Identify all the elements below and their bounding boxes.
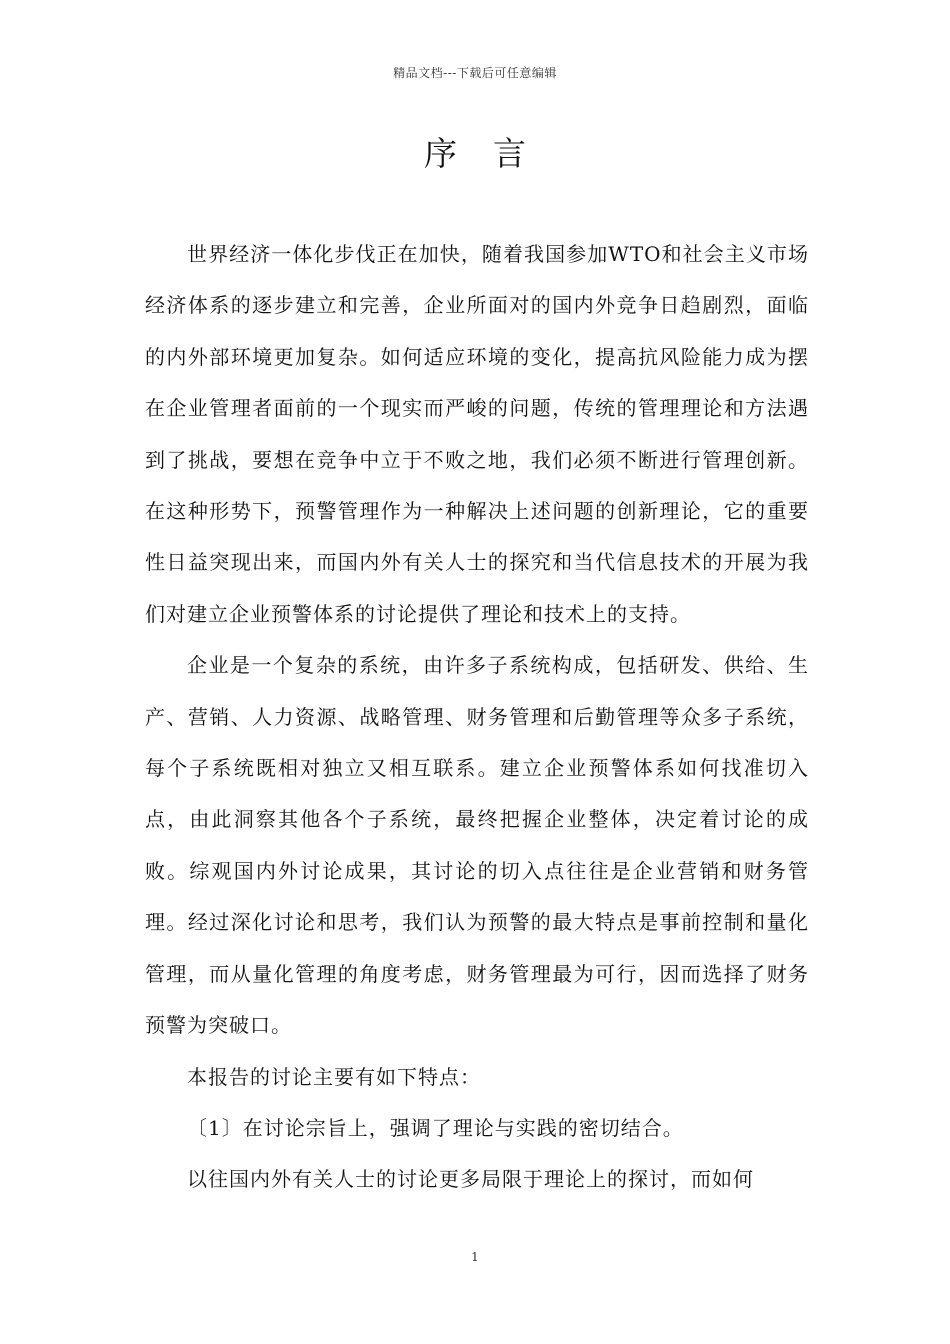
page-number: 1 — [471, 1250, 479, 1264]
document-body — [145, 229, 809, 1206]
paragraph-previous-research: 以往国内外有关人士的讨论更多局限于理论上的探讨，而如何 — [187, 1167, 754, 1192]
paragraph-features-lead: 本报告的讨论主要有如下特点： — [187, 1064, 481, 1089]
paragraph-enterprise-system: 企业是一个复杂的系统，由许多子系统构成，包括研发、供给、生产、营销、人力资源、战略管理、财务管理和后勤管理等众多子系统，每个子系统既相对独立又相互联系。建立企业预警体系如何找准切入点，由此洞察其他各个子系统，最终把握企业整体，决定着讨论的成败。综观国内外讨论成果，其讨论的切入点往往是企业营销和财务管理。经过深化讨论和思考，我们认为预警的最大特点是事前控制和量化管理，而从量化管理的角度考虑，财务管理最为可行，因而选择了财务预警为突破口。 — [145, 653, 809, 1038]
page-title: 序言 — [424, 134, 562, 173]
page-header-note: 精品文档---下载后可任意编辑 — [393, 66, 557, 80]
paragraph-intro: 世界经济一体化步伐正在加快，随着我国参加WTO和社会主义市场经济体系的逐步建立和完善，企业所面对的国内外竞争日趋剧烈，面临的内外部环境更加复杂。如何适应环境的变化，提高抗风险能力成为摆在企业管理者面前的一个现实而严峻的问题，传统的管理理论和方法遇到了挑战，要想在竞争中立于不败之地，我们必须不断进行管理创新。在这种形势下，预警管理作为一种解决上述问题的创新理论，它的重要性日益突现出来，而国内外有关人士的探究和当代信息技术的开展为我们对建立企业预警体系的讨论提供了理论和技术上的支持。 — [145, 242, 809, 626]
paragraph-feature-1: 〔1〕在讨论宗旨上，强调了理论与实践的密切结合。 — [187, 1115, 684, 1140]
